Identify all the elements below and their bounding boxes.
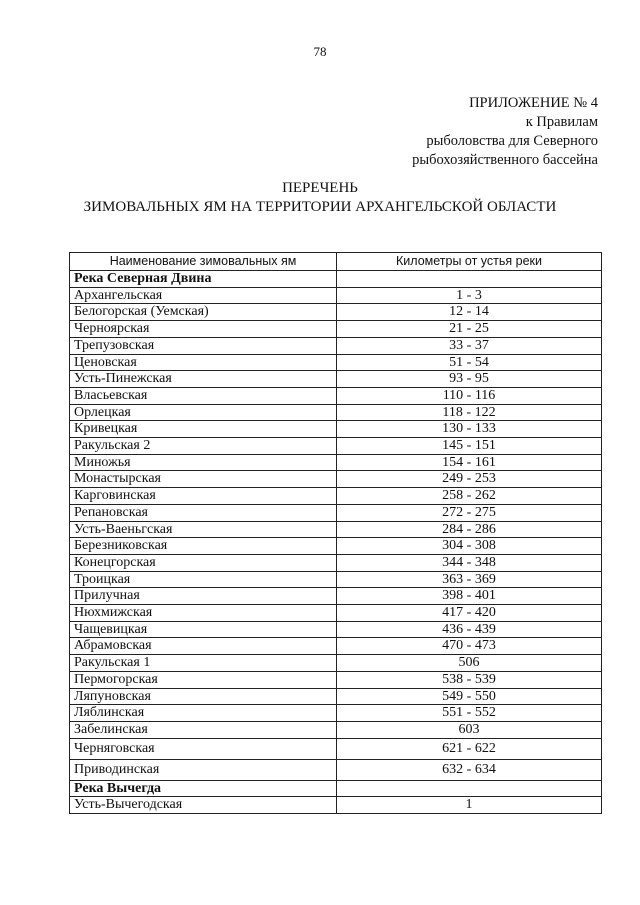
pit-name-cell: Абрамовская: [70, 638, 337, 655]
km-range-cell: 118 - 122: [337, 404, 602, 421]
section-row: [70, 271, 602, 288]
table-row: [70, 738, 602, 759]
table-row: [70, 538, 602, 555]
km-range-cell: 344 - 348: [337, 554, 602, 571]
pit-name-cell: Ляблинская: [70, 705, 337, 722]
km-range-cell: 363 - 369: [337, 571, 602, 588]
km-range-cell: 603: [337, 721, 602, 738]
table-body: [70, 271, 602, 814]
km-range-cell: 1 - 3: [337, 287, 602, 304]
km-range-cell: 632 - 634: [337, 759, 602, 780]
km-range-cell: 621 - 622: [337, 738, 602, 759]
km-range-cell: 436 - 439: [337, 621, 602, 638]
pit-name-cell: Ракульская 2: [70, 438, 337, 455]
table-row: [70, 321, 602, 338]
table-header-row: [70, 253, 602, 271]
table-row: [70, 404, 602, 421]
km-range-cell: 33 - 37: [337, 337, 602, 354]
table-row: [70, 621, 602, 638]
km-range-cell: 538 - 539: [337, 671, 602, 688]
pit-name-cell: Усть-Пинежская: [70, 371, 337, 388]
pit-name-cell: Архангельская: [70, 287, 337, 304]
km-range-cell: 249 - 253: [337, 471, 602, 488]
km-range-cell: 12 - 14: [337, 304, 602, 321]
table-row: [70, 371, 602, 388]
table-row: [70, 454, 602, 471]
km-range-cell: 417 - 420: [337, 605, 602, 622]
table-row: [70, 688, 602, 705]
section-empty-cell: [337, 271, 602, 288]
table-row: [70, 521, 602, 538]
table-row: [70, 638, 602, 655]
pit-name-cell: Власьевская: [70, 387, 337, 404]
table-row: [70, 571, 602, 588]
pit-name-cell: Забелинская: [70, 721, 337, 738]
section-river-name: Река Вычегда: [70, 780, 337, 797]
title-line-1: ПЕРЕЧЕНЬ: [282, 180, 358, 196]
pits-table: [69, 252, 602, 814]
pit-name-cell: Монастырская: [70, 471, 337, 488]
pit-name-cell: Чащевицкая: [70, 621, 337, 638]
section-river-name: Река Северная Двина: [70, 271, 337, 288]
pit-name-cell: Ляпуновская: [70, 688, 337, 705]
table-row: [70, 797, 602, 814]
pit-name-cell: Березниковская: [70, 538, 337, 555]
table-row: [70, 588, 602, 605]
table-row: [70, 671, 602, 688]
pit-name-cell: Усть-Вычегодская: [70, 797, 337, 814]
pit-name-cell: Карговинская: [70, 488, 337, 505]
page-number: 78: [313, 44, 327, 59]
appendix-line: рыболовства для Северного: [426, 133, 598, 149]
appendix-line: ПРИЛОЖЕНИЕ № 4: [469, 95, 598, 111]
table-row: [70, 705, 602, 722]
km-range-cell: 51 - 54: [337, 354, 602, 371]
km-range-cell: 258 - 262: [337, 488, 602, 505]
table-row: [70, 354, 602, 371]
section-empty-cell: [337, 780, 602, 797]
table-row: [70, 759, 602, 780]
header-name: Наименование зимовальных ям: [70, 253, 337, 271]
pit-name-cell: Троицкая: [70, 571, 337, 588]
pit-name-cell: Орлецкая: [70, 404, 337, 421]
table-row: [70, 337, 602, 354]
km-range-cell: 93 - 95: [337, 371, 602, 388]
section-row: [70, 780, 602, 797]
pit-name-cell: Прилучная: [70, 588, 337, 605]
pit-name-cell: Усть-Ваеньгская: [70, 521, 337, 538]
pit-name-cell: Трепузовская: [70, 337, 337, 354]
table-row: [70, 655, 602, 672]
pit-name-cell: Репановская: [70, 504, 337, 521]
km-range-cell: 272 - 275: [337, 504, 602, 521]
table-row: [70, 304, 602, 321]
km-range-cell: 110 - 116: [337, 387, 602, 404]
pit-name-cell: Белогорская (Уемская): [70, 304, 337, 321]
km-range-cell: 506: [337, 655, 602, 672]
table-row: [70, 438, 602, 455]
table-row: [70, 387, 602, 404]
km-range-cell: 130 - 133: [337, 421, 602, 438]
km-range-cell: 1: [337, 797, 602, 814]
pit-name-cell: Нюхмижская: [70, 605, 337, 622]
appendix-line: к Правилам: [525, 114, 598, 130]
document-title: [0, 179, 640, 217]
km-range-cell: 154 - 161: [337, 454, 602, 471]
km-range-cell: 551 - 552: [337, 705, 602, 722]
pit-name-cell: Черноярская: [70, 321, 337, 338]
km-range-cell: 145 - 151: [337, 438, 602, 455]
table-row: [70, 605, 602, 622]
km-range-cell: 549 - 550: [337, 688, 602, 705]
table-row: [70, 471, 602, 488]
pit-name-cell: Ракульская 1: [70, 655, 337, 672]
pit-name-cell: Кривецкая: [70, 421, 337, 438]
pit-name-cell: Ценовская: [70, 354, 337, 371]
title-line-2: ЗИМОВАЛЬНЫХ ЯМ НА ТЕРРИТОРИИ АРХАНГЕЛЬСКОЙ ОБЛАСТИ: [83, 199, 557, 215]
table-row: [70, 504, 602, 521]
table-row: [70, 721, 602, 738]
km-range-cell: 304 - 308: [337, 538, 602, 555]
table-row: [70, 287, 602, 304]
km-range-cell: 284 - 286: [337, 521, 602, 538]
table-row: [70, 421, 602, 438]
table-row: [70, 488, 602, 505]
km-range-cell: 470 - 473: [337, 638, 602, 655]
km-range-cell: 398 - 401: [337, 588, 602, 605]
table-row: [70, 554, 602, 571]
pit-name-cell: Приводинская: [70, 759, 337, 780]
pit-name-cell: Конецгорская: [70, 554, 337, 571]
header-km: Километры от устья реки: [337, 253, 602, 271]
appendix-block: [412, 94, 598, 170]
pit-name-cell: Пермогорская: [70, 671, 337, 688]
appendix-line: рыбохозяйственного бассейна: [412, 152, 598, 168]
pit-name-cell: Черняговская: [70, 738, 337, 759]
km-range-cell: 21 - 25: [337, 321, 602, 338]
pit-name-cell: Миножья: [70, 454, 337, 471]
